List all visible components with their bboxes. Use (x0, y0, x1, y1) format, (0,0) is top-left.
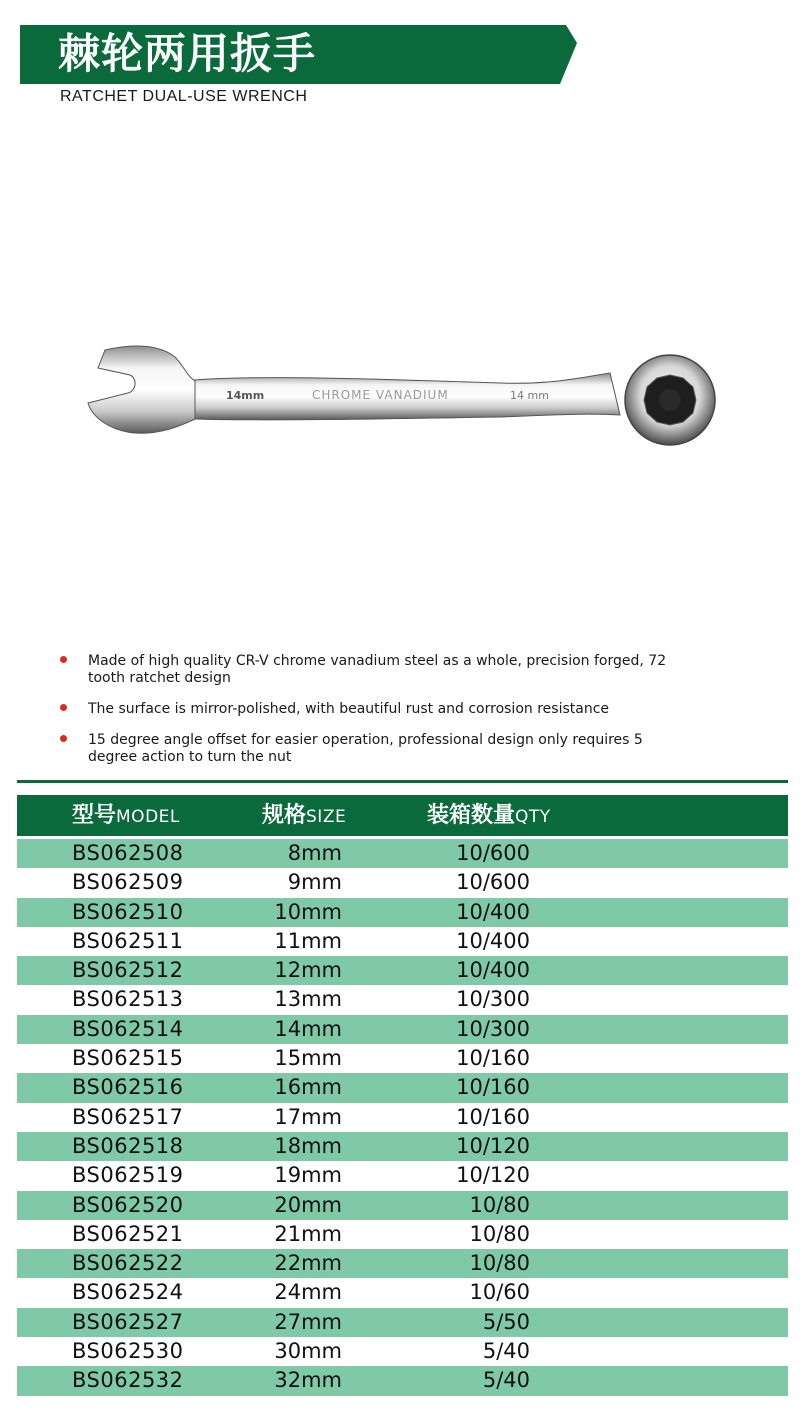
cell-model: BS062509 (72, 870, 184, 895)
cell-size: 10mm (274, 899, 342, 924)
cell-size: 8mm (287, 841, 342, 865)
table-row (17, 1366, 788, 1395)
cell-size: 24mm (274, 1280, 342, 1305)
cell-model: BS062521 (72, 1221, 184, 1246)
table-row (17, 1249, 788, 1278)
cell-model: BS062511 (72, 928, 184, 953)
cell-size: 20mm (274, 1192, 342, 1217)
cell-qty: 5/50 (482, 1309, 530, 1334)
cell-qty: 10/160 (456, 1075, 530, 1100)
cell-model: BS062510 (72, 899, 184, 924)
cell-size: 27mm (274, 1309, 342, 1334)
cell-qty: 5/40 (482, 1368, 530, 1393)
table-row (17, 1103, 788, 1132)
cell-qty: 10/160 (456, 1104, 530, 1129)
cell-qty: 5/40 (482, 1339, 530, 1364)
cell-model: BS062518 (72, 1133, 184, 1158)
cell-qty: 10/120 (456, 1133, 530, 1158)
bullet-icon (60, 735, 67, 742)
cell-size: 21mm (274, 1221, 342, 1246)
cell-size: 13mm (274, 987, 342, 1012)
header-model: 型号MODEL (72, 803, 180, 828)
table-row (17, 1278, 788, 1307)
table-row (17, 839, 788, 868)
table-row (17, 898, 788, 927)
cell-qty: 10/400 (456, 899, 530, 924)
cell-model: BS062515 (72, 1046, 184, 1071)
page-subtitle: RATCHET DUAL-USE WRENCH (60, 88, 308, 105)
table-row (17, 1015, 788, 1044)
cell-qty: 10/300 (456, 987, 530, 1012)
cell-model: BS062517 (72, 1104, 184, 1129)
table-row (17, 985, 788, 1014)
feature-item: Made of high quality CR-V chrome vanadium steel as a whole, precision forged, 72 tooth ratchet design (58, 653, 678, 687)
header-qty: 装箱数量QTY (427, 803, 551, 828)
table-row (17, 1308, 788, 1337)
cell-qty: 10/400 (456, 958, 530, 983)
cell-model: BS062524 (72, 1280, 184, 1305)
engraving-right: 14 mm (510, 389, 549, 402)
cell-size: 16mm (274, 1075, 342, 1100)
cell-model: BS062530 (72, 1339, 184, 1364)
table-row (17, 1073, 788, 1102)
table-row (17, 1337, 788, 1366)
cell-qty: 10/80 (469, 1221, 530, 1246)
cell-qty: 10/80 (469, 1192, 530, 1217)
product-image (80, 335, 720, 465)
table-header (17, 795, 788, 836)
cell-size: 17mm (274, 1104, 342, 1129)
bullet-icon (60, 704, 67, 711)
cell-model: BS062514 (72, 1016, 184, 1041)
cell-model: BS062513 (72, 987, 184, 1012)
cell-size: 22mm (274, 1251, 342, 1276)
cell-size: 15mm (274, 1046, 342, 1071)
engraving-center: CHROME VANADIUM (312, 388, 449, 402)
cell-size: 12mm (274, 958, 342, 983)
cell-qty: 10/300 (456, 1016, 530, 1041)
cell-model: BS062519 (72, 1163, 184, 1188)
table-row (17, 1132, 788, 1161)
cell-size: 19mm (274, 1163, 342, 1188)
ratchet-wrench-icon (80, 335, 720, 465)
table-row (17, 868, 788, 897)
cell-size: 18mm (274, 1133, 342, 1158)
table-row (17, 956, 788, 985)
table-row (17, 1044, 788, 1073)
feature-item: The surface is mirror-polished, with beautiful rust and corrosion resistance (58, 701, 678, 718)
engraving-left: 14mm (226, 389, 265, 402)
cell-qty: 10/600 (456, 870, 530, 895)
cell-model: BS062512 (72, 958, 184, 983)
cell-qty: 10/160 (456, 1046, 530, 1071)
cell-model: BS062520 (72, 1192, 184, 1217)
cell-qty: 10/400 (456, 928, 530, 953)
cell-size: 9mm (287, 870, 342, 895)
cell-model: BS062516 (72, 1075, 184, 1100)
cell-qty: 10/120 (456, 1163, 530, 1188)
cell-qty: 10/60 (469, 1280, 530, 1305)
cell-size: 14mm (274, 1016, 342, 1041)
feature-list (58, 653, 678, 780)
cell-size: 11mm (274, 928, 342, 953)
section-divider (17, 780, 788, 783)
page-title: 棘轮两用扳手 (58, 29, 317, 78)
cell-model: BS062532 (72, 1368, 184, 1393)
cell-size: 32mm (274, 1368, 342, 1393)
table-row (17, 927, 788, 956)
cell-qty: 10/80 (469, 1251, 530, 1276)
table-row (17, 1191, 788, 1220)
cell-model: BS062508 (72, 841, 184, 865)
feature-item: 15 degree angle offset for easier operation, professional design only requires 5 degree action to turn the nut (58, 732, 678, 766)
table-row (17, 1220, 788, 1249)
table-row (17, 1161, 788, 1190)
title-banner (20, 25, 577, 84)
cell-model: BS062527 (72, 1309, 184, 1334)
cell-model: BS062522 (72, 1251, 184, 1276)
cell-size: 30mm (274, 1339, 342, 1364)
cell-qty: 10/600 (456, 841, 530, 865)
header-size: 规格SIZE (262, 803, 347, 828)
bullet-icon (60, 656, 67, 663)
table-body (17, 839, 788, 1396)
spec-table (17, 795, 788, 1396)
